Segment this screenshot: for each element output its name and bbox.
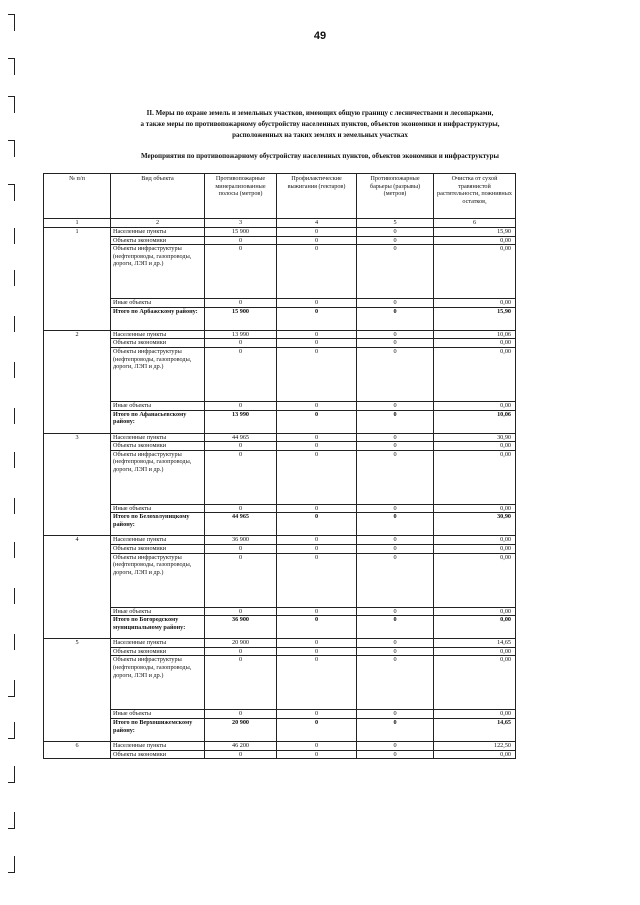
header-prescribed-burning: Профилактические выжигания (гектаров): [277, 174, 357, 219]
dry-grass-clearing-cell: 0,00: [434, 299, 516, 308]
section-heading: [60, 108, 580, 141]
mineral-strips-cell: 0: [205, 656, 277, 710]
mineral-strips-cell: 20 900: [205, 639, 277, 648]
table-total-row: [44, 513, 516, 536]
table-row: [44, 647, 516, 656]
prescribed-burning-cell: 0: [277, 536, 357, 545]
heading-line: а также меры по противопожарному обустройству населенных пунктов, объектов экономики и инфраструктуры,: [140, 120, 500, 128]
table-row: [44, 442, 516, 451]
prescribed-burning-cell: 0: [277, 544, 357, 553]
dry-grass-clearing-cell: 0,00: [434, 647, 516, 656]
prescribed-burning-cell: 0: [277, 410, 357, 433]
binding-marks: [8, 0, 22, 905]
dry-grass-clearing-cell: 0,00: [434, 339, 516, 348]
total-label-cell: Итого по Верхошижемскому району:: [111, 718, 205, 741]
mineral-strips-cell: 0: [205, 339, 277, 348]
index-cell: 3: [205, 219, 277, 228]
prescribed-burning-cell: 0: [277, 741, 357, 750]
prescribed-burning-cell: 0: [277, 710, 357, 719]
table-row: [44, 710, 516, 719]
mineral-strips-cell: 0: [205, 607, 277, 616]
fire-barriers-cell: 0: [357, 544, 434, 553]
dry-grass-clearing-cell: 14,65: [434, 639, 516, 648]
object-type-cell: Иные объекты: [111, 504, 205, 513]
prescribed-burning-cell: 0: [277, 245, 357, 299]
total-label-cell: Итого по Арбажскому району:: [111, 307, 205, 330]
header-fire-barriers: Противопожарные барьеры (разрывы) (метров): [357, 174, 434, 219]
fire-barriers-cell: 0: [357, 607, 434, 616]
prescribed-burning-cell: 0: [277, 228, 357, 237]
mineral-strips-cell: 20 900: [205, 718, 277, 741]
table-row: [44, 228, 516, 237]
prescribed-burning-cell: 0: [277, 450, 357, 504]
mineral-strips-cell: 13 990: [205, 410, 277, 433]
dry-grass-clearing-cell: 0,00: [434, 607, 516, 616]
table-row: [44, 236, 516, 245]
mineral-strips-cell: 0: [205, 647, 277, 656]
object-type-cell: Объекты экономики: [111, 544, 205, 553]
mineral-strips-cell: 15 900: [205, 307, 277, 330]
table-row: [44, 245, 516, 299]
table-row: [44, 639, 516, 648]
table-row: [44, 330, 516, 339]
dry-grass-clearing-cell: 0,00: [434, 504, 516, 513]
prescribed-burning-cell: 0: [277, 647, 357, 656]
dry-grass-clearing-cell: 0,00: [434, 245, 516, 299]
prescribed-burning-cell: 0: [277, 504, 357, 513]
object-type-cell: Иные объекты: [111, 299, 205, 308]
fire-safety-table: [43, 173, 516, 759]
mineral-strips-cell: 0: [205, 245, 277, 299]
total-label-cell: Итого по Афанасьевскому району:: [111, 410, 205, 433]
dry-grass-clearing-cell: 0,00: [434, 710, 516, 719]
page-number: 49: [313, 30, 327, 42]
fire-barriers-cell: 0: [357, 710, 434, 719]
table-total-row: [44, 307, 516, 330]
fire-barriers-cell: 0: [357, 245, 434, 299]
object-type-cell: Объекты инфраструктуры (нефтепроводы, газопроводы, дороги, ЛЭП и др.): [111, 347, 205, 401]
fire-barriers-cell: 0: [357, 616, 434, 639]
table-row: [44, 299, 516, 308]
dry-grass-clearing-cell: 0,00: [434, 347, 516, 401]
dry-grass-clearing-cell: 30,90: [434, 513, 516, 536]
mineral-strips-cell: 15 900: [205, 228, 277, 237]
dry-grass-clearing-cell: 15,90: [434, 307, 516, 330]
dry-grass-clearing-cell: 122,50: [434, 741, 516, 750]
object-type-cell: Объекты экономики: [111, 647, 205, 656]
dry-grass-clearing-cell: 0,00: [434, 544, 516, 553]
total-label-cell: Итого по Белохолуницкому району:: [111, 513, 205, 536]
mineral-strips-cell: 0: [205, 504, 277, 513]
fire-barriers-cell: 0: [357, 504, 434, 513]
prescribed-burning-cell: 0: [277, 433, 357, 442]
fire-barriers-cell: 0: [357, 236, 434, 245]
object-type-cell: Населенные пункты: [111, 741, 205, 750]
dry-grass-clearing-cell: 0,00: [434, 442, 516, 451]
prescribed-burning-cell: 0: [277, 750, 357, 759]
mineral-strips-cell: 0: [205, 710, 277, 719]
table-total-row: [44, 616, 516, 639]
fire-barriers-cell: 0: [357, 553, 434, 607]
fire-barriers-cell: 0: [357, 718, 434, 741]
total-label-cell: Итого по Богородскому муниципальному району:: [111, 616, 205, 639]
dry-grass-clearing-cell: 0,00: [434, 450, 516, 504]
prescribed-burning-cell: 0: [277, 718, 357, 741]
mineral-strips-cell: 46 200: [205, 741, 277, 750]
prescribed-burning-cell: 0: [277, 607, 357, 616]
fire-barriers-cell: 0: [357, 433, 434, 442]
prescribed-burning-cell: 0: [277, 639, 357, 648]
object-type-cell: Населенные пункты: [111, 536, 205, 545]
row-number-cell: 4: [44, 536, 111, 639]
fire-barriers-cell: 0: [357, 299, 434, 308]
row-number-cell: 2: [44, 330, 111, 433]
object-type-cell: Населенные пункты: [111, 433, 205, 442]
mineral-strips-cell: 0: [205, 401, 277, 410]
mineral-strips-cell: 0: [205, 236, 277, 245]
fire-barriers-cell: 0: [357, 450, 434, 504]
table-total-row: [44, 410, 516, 433]
prescribed-burning-cell: 0: [277, 401, 357, 410]
object-type-cell: Объекты экономики: [111, 442, 205, 451]
table-row: [44, 741, 516, 750]
object-type-cell: Населенные пункты: [111, 639, 205, 648]
table-row: [44, 536, 516, 545]
fire-barriers-cell: 0: [357, 339, 434, 348]
fire-barriers-cell: 0: [357, 656, 434, 710]
dry-grass-clearing-cell: 0,00: [434, 401, 516, 410]
mineral-strips-cell: 0: [205, 553, 277, 607]
dry-grass-clearing-cell: 0,00: [434, 616, 516, 639]
dry-grass-clearing-cell: 10,06: [434, 410, 516, 433]
index-cell: 4: [277, 219, 357, 228]
header-dry-grass-clearing: Очистка от сухой травянистой растительности, пожнивных остатков,: [434, 174, 516, 219]
row-number-cell: 5: [44, 639, 111, 742]
object-type-cell: Объекты инфраструктуры (нефтепроводы, газопроводы, дороги, ЛЭП и др.): [111, 553, 205, 607]
mineral-strips-cell: 36 900: [205, 536, 277, 545]
object-type-cell: Объекты экономики: [111, 750, 205, 759]
index-cell: 1: [44, 219, 111, 228]
mineral-strips-cell: 0: [205, 450, 277, 504]
header-no: № п/п: [44, 174, 111, 219]
fire-barriers-cell: 0: [357, 347, 434, 401]
prescribed-burning-cell: 0: [277, 442, 357, 451]
dry-grass-clearing-cell: 0,00: [434, 750, 516, 759]
dry-grass-clearing-cell: 15,90: [434, 228, 516, 237]
table-title: Мероприятия по противопожарному обустройству населенных пунктов, объектов экономики и инфраструктуры: [141, 152, 499, 160]
prescribed-burning-cell: 0: [277, 307, 357, 330]
dry-grass-clearing-cell: 0,00: [434, 656, 516, 710]
mineral-strips-cell: 0: [205, 750, 277, 759]
object-type-cell: Иные объекты: [111, 401, 205, 410]
object-type-cell: Населенные пункты: [111, 330, 205, 339]
fire-barriers-cell: 0: [357, 442, 434, 451]
prescribed-burning-cell: 0: [277, 236, 357, 245]
table-row: [44, 433, 516, 442]
fire-barriers-cell: 0: [357, 750, 434, 759]
object-type-cell: Объекты экономики: [111, 339, 205, 348]
mineral-strips-cell: 0: [205, 347, 277, 401]
table-row: [44, 347, 516, 401]
fire-barriers-cell: 0: [357, 536, 434, 545]
mineral-strips-cell: 44 965: [205, 513, 277, 536]
dry-grass-clearing-cell: 0,00: [434, 536, 516, 545]
fire-barriers-cell: 0: [357, 307, 434, 330]
column-index-row: [44, 219, 516, 228]
mineral-strips-cell: 0: [205, 544, 277, 553]
table-row: [44, 544, 516, 553]
mineral-strips-cell: 36 900: [205, 616, 277, 639]
index-cell: 6: [434, 219, 516, 228]
fire-barriers-cell: 0: [357, 647, 434, 656]
index-cell: 2: [111, 219, 205, 228]
dry-grass-clearing-cell: 0,00: [434, 553, 516, 607]
table-row: [44, 401, 516, 410]
prescribed-burning-cell: 0: [277, 616, 357, 639]
table-row: [44, 553, 516, 607]
fire-barriers-cell: 0: [357, 741, 434, 750]
dry-grass-clearing-cell: 30,90: [434, 433, 516, 442]
table-row: [44, 750, 516, 759]
object-type-cell: Населенные пункты: [111, 228, 205, 237]
mineral-strips-cell: 0: [205, 442, 277, 451]
prescribed-burning-cell: 0: [277, 299, 357, 308]
dry-grass-clearing-cell: 14,65: [434, 718, 516, 741]
mineral-strips-cell: 0: [205, 299, 277, 308]
dry-grass-clearing-cell: 10,06: [434, 330, 516, 339]
prescribed-burning-cell: 0: [277, 330, 357, 339]
header-mineral-strips: Противопожарные минерализованные полосы (метров): [205, 174, 277, 219]
row-number-cell: 3: [44, 433, 111, 536]
header-row: [44, 174, 516, 219]
mineral-strips-cell: 44 965: [205, 433, 277, 442]
prescribed-burning-cell: 0: [277, 513, 357, 536]
object-type-cell: Объекты инфраструктуры (нефтепроводы, газопроводы, дороги, ЛЭП и др.): [111, 656, 205, 710]
prescribed-burning-cell: 0: [277, 339, 357, 348]
fire-barriers-cell: 0: [357, 401, 434, 410]
mineral-strips-cell: 13 990: [205, 330, 277, 339]
header-object-type: Вид объекта: [111, 174, 205, 219]
row-number-cell: 1: [44, 228, 111, 331]
table-total-row: [44, 718, 516, 741]
table-row: [44, 339, 516, 348]
fire-barriers-cell: 0: [357, 228, 434, 237]
table-row: [44, 656, 516, 710]
dry-grass-clearing-cell: 0,00: [434, 236, 516, 245]
prescribed-burning-cell: 0: [277, 553, 357, 607]
prescribed-burning-cell: 0: [277, 347, 357, 401]
table-row: [44, 450, 516, 504]
table-row: [44, 607, 516, 616]
index-cell: 5: [357, 219, 434, 228]
fire-barriers-cell: 0: [357, 639, 434, 648]
fire-barriers-cell: 0: [357, 410, 434, 433]
heading-line: II. Меры по охране земель и земельных участков, имеющих общую границу с лесничествами и лесопарками,: [146, 109, 494, 117]
prescribed-burning-cell: 0: [277, 656, 357, 710]
object-type-cell: Иные объекты: [111, 710, 205, 719]
heading-line: расположенных на таких землях и земельных участках: [232, 131, 408, 139]
object-type-cell: Объекты инфраструктуры (нефтепроводы, газопроводы, дороги, ЛЭП и др.): [111, 450, 205, 504]
table-row: [44, 504, 516, 513]
object-type-cell: Иные объекты: [111, 607, 205, 616]
object-type-cell: Объекты инфраструктуры (нефтепроводы, газопроводы, дороги, ЛЭП и др.): [111, 245, 205, 299]
fire-barriers-cell: 0: [357, 330, 434, 339]
object-type-cell: Объекты экономики: [111, 236, 205, 245]
row-number-cell: 6: [44, 741, 111, 758]
fire-barriers-cell: 0: [357, 513, 434, 536]
